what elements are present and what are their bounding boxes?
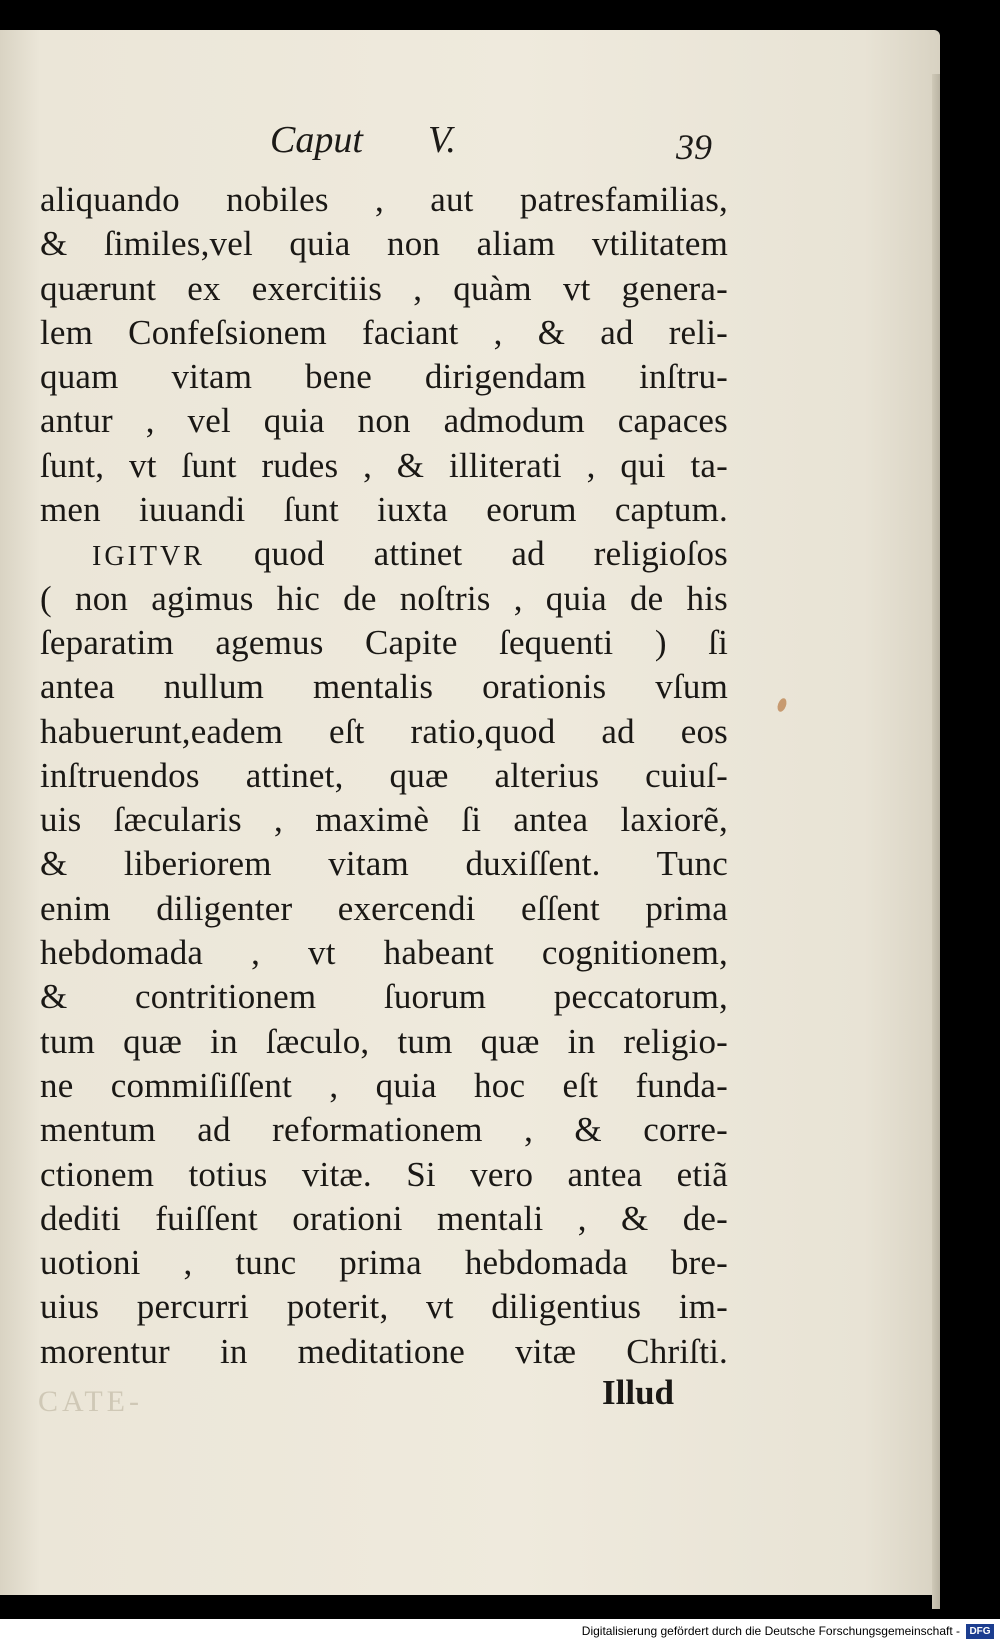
text-line: ctionem totius vitæ. Si vero antea etiã [40,1154,728,1194]
text-line: ( non agimus hic de noſtris , quia de his [40,578,728,618]
text-line: uius percurri poterit, vt diligentius im- [40,1287,728,1327]
catchword: Illud [602,1373,674,1412]
text-line: ſeparatim agemus Capite ſequenti ) ſi [40,622,728,662]
text-line: men iuuandi ſunt iuxta eorum captum. [40,490,728,530]
text-line: habuerunt,eadem eſt ratio,quod ad eos [40,711,728,751]
text-block [40,178,728,1374]
paper-stain [776,697,788,713]
book-page [0,30,940,1595]
credit-text: Digitalisierung gefördert durch die Deutsche Forschungsgemeinschaft - [581,1624,960,1638]
page-edge [932,74,940,1609]
small-caps-word: IGITVR [92,541,205,573]
text-line: inſtruendos attinet, quæ alterius cuiuſ- [40,755,728,795]
text-line: mentum ad reformationem , & corre- [40,1110,728,1150]
text-line: ne commiſiſſent , quia hoc eſt funda- [40,1065,728,1105]
text-line: aliquando nobiles , aut patresfamilias, [40,180,728,219]
text-line: quærunt ex exercitiis , quàm vt genera- [40,268,728,308]
text-line: & ſimiles,vel quia non aliam vtilitatem [40,224,728,264]
folio-number: 39 [676,127,712,167]
paragraph-start-line: IGITVR quod attinet ad religioſos [92,534,728,574]
bleed-through-text: CATE- [38,1385,143,1418]
running-head-caput: Caput [270,119,363,161]
text-line: uis ſæcularis , maximè ſi antea laxiorẽ, [40,800,728,840]
text-line: antea nullum mentalis orationis vſum [40,667,728,707]
text-line: lem Confeſsionem faciant , & ad reli- [40,312,728,352]
dfg-logo: DFG [966,1624,994,1639]
text-line: & contritionem ſuorum peccatorum, [40,977,728,1017]
text-line: morentur in meditatione vitæ Chriſti. [40,1331,728,1371]
text-line: enim diligenter exercendi eſſent prima [40,888,728,928]
text-line: & liberiorem vitam duxiſſent. Tunc [40,844,728,884]
running-head-chapter: V. [428,119,456,161]
text-line: hebdomada , vt habeant cognitionem, [40,933,728,973]
text-line: antur , vel quia non admodum capaces [40,401,728,441]
text-line: quam vitam bene dirigendam inſtru- [40,357,728,397]
text-line: tum quæ in ſæculo, tum quæ in religio- [40,1021,728,1061]
credit-bar [0,1619,1000,1645]
text-line: uotioni , tunc prima hebdomada bre- [40,1243,728,1283]
text-line: ſunt, vt ſunt rudes , & illiterati , qui ta- [40,445,728,485]
text-line: dediti fuiſſent orationi mentali , & de- [40,1198,728,1238]
